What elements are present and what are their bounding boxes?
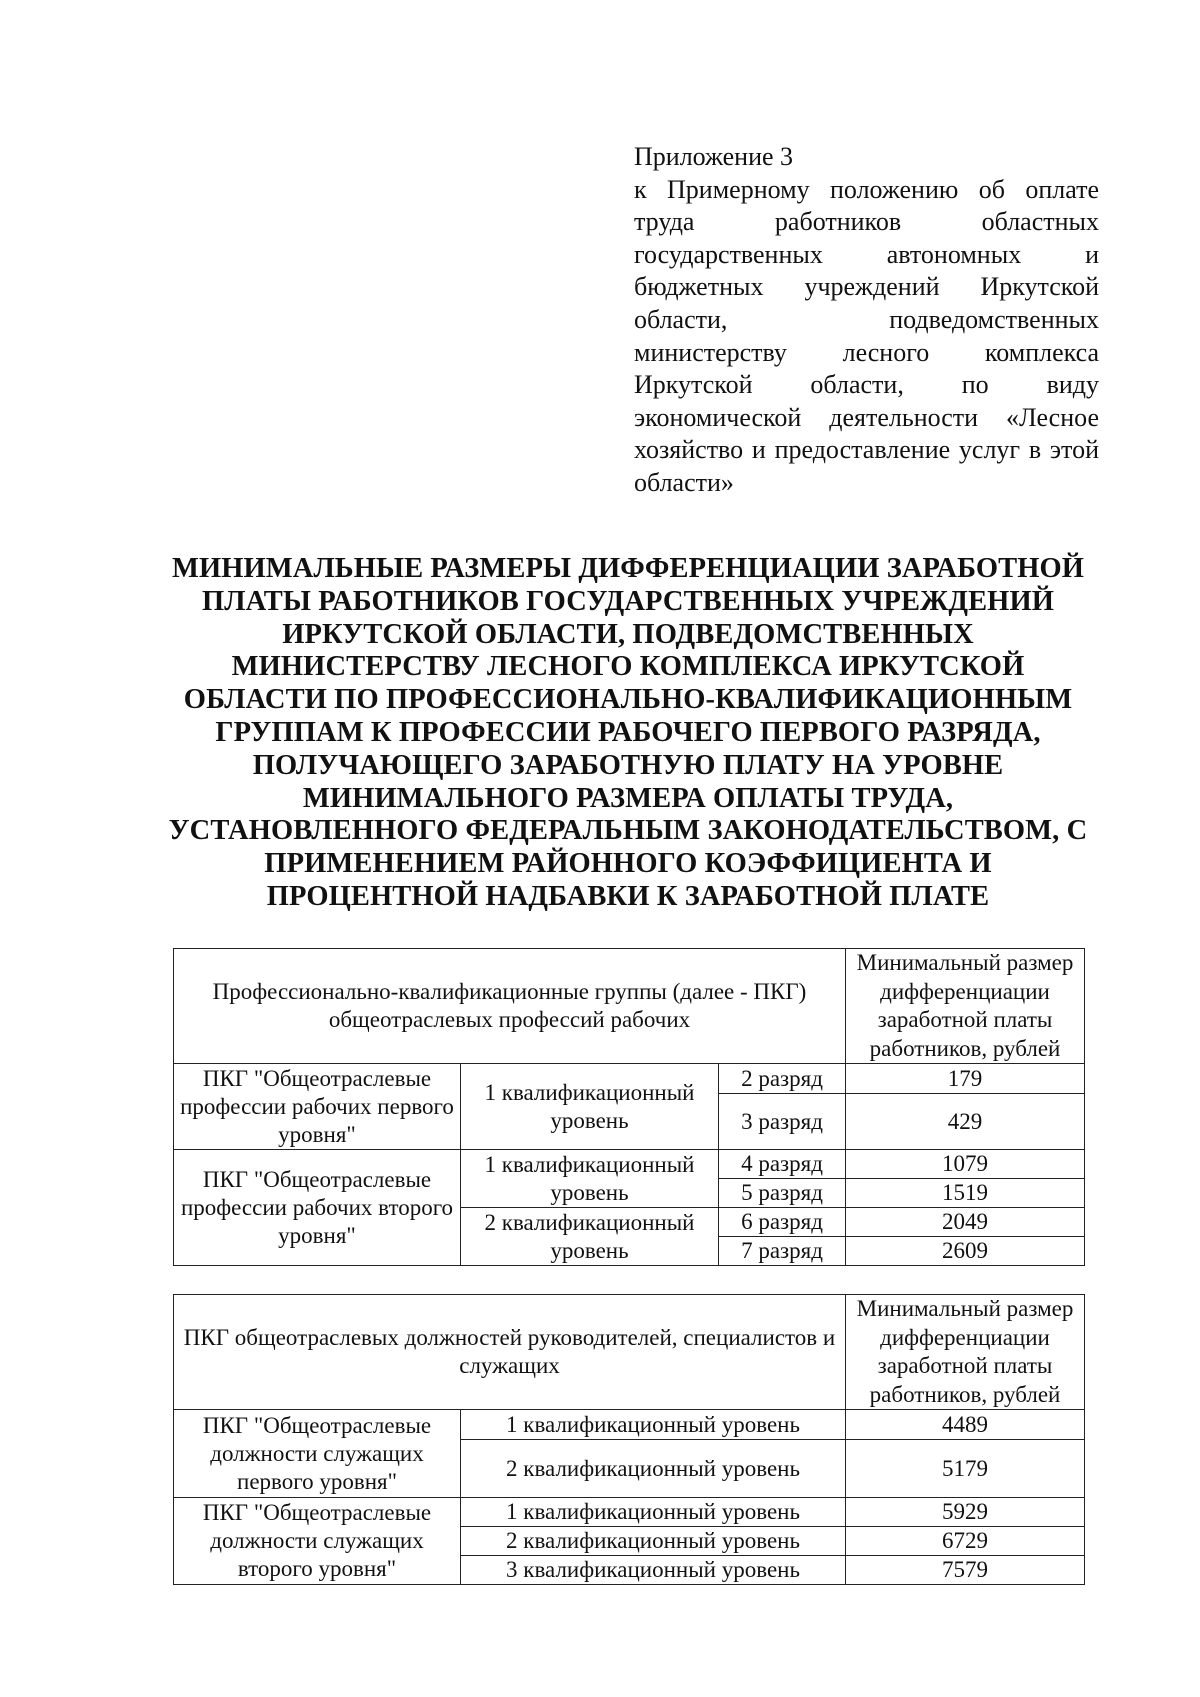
level-cell: 1 квалификационный уровень <box>461 1498 846 1527</box>
employees-table <box>173 1294 1085 1585</box>
grade-cell: 2 разряд <box>719 1064 846 1094</box>
pkg-cell: ПКГ "Общеотраслевые профессии рабочих второго уровня" <box>174 1150 461 1266</box>
level-cell: 3 квалификационный уровень <box>461 1556 846 1585</box>
value-cell: 1079 <box>846 1150 1085 1179</box>
table-row <box>174 1410 1085 1440</box>
table-row <box>174 1498 1085 1527</box>
level-cell: 1 квалификационный уровень <box>461 1410 846 1440</box>
workers-table <box>173 948 1085 1266</box>
level-cell: 1 квалификационный уровень <box>461 1064 719 1150</box>
grade-cell: 6 разряд <box>719 1208 846 1237</box>
level-cell: 2 квалификационный уровень <box>461 1527 846 1556</box>
value-cell: 5929 <box>846 1498 1085 1527</box>
value-cell: 1519 <box>846 1179 1085 1208</box>
header-group-cell: Профессионально-квалификационные группы (далее - ПКГ) общеотраслевых профессий рабочих <box>174 949 846 1064</box>
document-title: МИНИМАЛЬНЫЕ РАЗМЕРЫ ДИФФЕРЕНЦИАЦИИ ЗАРАБОТНОЙ ПЛАТЫ РАБОТНИКОВ ГОСУДАРСТВЕННЫХ УЧРЕЖДЕНИЙ ИРКУТСКОЙ ОБЛАСТИ, ПОДВЕДОМСТВЕННЫХ МИНИСТЕРСТВУ ЛЕСНОГО КОМПЛЕКСА ИРКУТСКОЙ ОБЛАСТИ ПО ПРОФЕССИОНАЛЬНО-КВАЛИФИКАЦИОННЫМ ГРУППАМ К ПРОФЕССИИ РАБОЧЕГО ПЕРВОГО РАЗРЯДА, ПОЛУЧАЮЩЕГО ЗАРАБОТНУЮ ПЛАТУ НА УРОВНЕ МИНИМАЛЬНОГО РАЗМЕРА ОПЛАТЫ ТРУДА, УСТАНОВЛЕННОГО ФЕДЕРАЛЬНЫМ ЗАКОНОДАТЕЛЬСТВОМ, С ПРИМЕНЕНИЕМ РАЙОННОГО КОЭФФИЦИЕНТА И ПРОЦЕНТНОЙ НАДБАВКИ К ЗАРАБОТНОЙ ПЛАТЕ <box>168 553 1088 912</box>
header-value-cell: Минимальный размер дифференциации заработной платы работников, рублей <box>846 949 1085 1064</box>
table-row <box>174 1150 1085 1179</box>
level-cell: 2 квалификационный уровень <box>461 1208 719 1266</box>
level-cell: 1 квалификационный уровень <box>461 1150 719 1208</box>
appendix-note <box>634 141 1099 500</box>
grade-cell: 3 разряд <box>719 1094 846 1150</box>
appendix-text: к Примерному положению об оплате труда работников областных государственных автономных и бюджетных учреждений Иркутской области, подведомственных министерству лесного комплекса Иркутской области, по виду экономической деятельности «Лесное хозяйство и предоставление услуг в этой области» <box>634 174 1099 497</box>
grade-cell: 4 разряд <box>719 1150 846 1179</box>
value-cell: 429 <box>846 1094 1085 1150</box>
table-header-row <box>174 1295 1085 1410</box>
value-cell: 7579 <box>846 1556 1085 1585</box>
value-cell: 2609 <box>846 1237 1085 1266</box>
value-cell: 2049 <box>846 1208 1085 1237</box>
value-cell: 4489 <box>846 1410 1085 1440</box>
value-cell: 179 <box>846 1064 1085 1094</box>
header-group-cell: ПКГ общеотраслевых должностей руководителей, специалистов и служащих <box>174 1295 846 1410</box>
header-value-cell: Минимальный размер дифференциации заработной платы работников, рублей <box>846 1295 1085 1410</box>
grade-cell: 5 разряд <box>719 1179 846 1208</box>
pkg-cell: ПКГ "Общеотраслевые должности служащих первого уровня" <box>174 1410 461 1498</box>
appendix-number: Приложение 3 <box>634 142 794 171</box>
grade-cell: 7 разряд <box>719 1237 846 1266</box>
pkg-cell: ПКГ "Общеотраслевые профессии рабочих первого уровня" <box>174 1064 461 1150</box>
table-header-row <box>174 949 1085 1064</box>
pkg-cell: ПКГ "Общеотраслевые должности служащих второго уровня" <box>174 1498 461 1585</box>
table-row <box>174 1064 1085 1094</box>
value-cell: 5179 <box>846 1440 1085 1498</box>
level-cell: 2 квалификационный уровень <box>461 1440 846 1498</box>
value-cell: 6729 <box>846 1527 1085 1556</box>
